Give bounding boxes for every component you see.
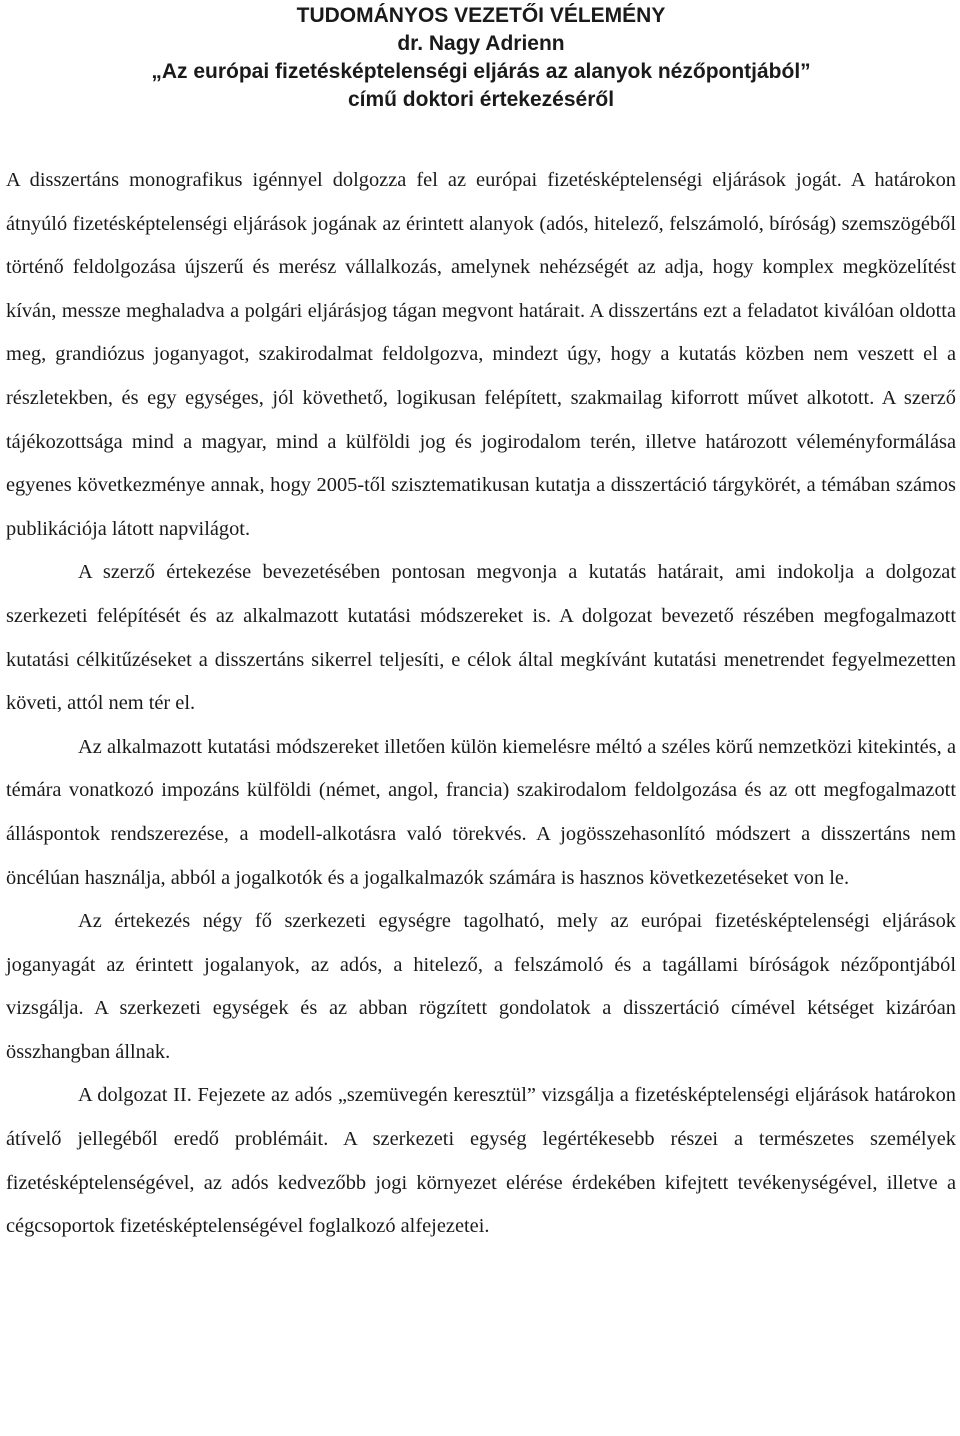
document-page — [6, 0, 956, 1249]
dissertation-subtitle: című doktori értekezéséről — [347, 88, 615, 111]
paragraph-5: A dolgozat II. Fejezete az adós „szemüvegén keresztül” vizsgálja a fizetésképtelenségi eljárások határokon átívelő jellegéből eredő problémáit. A szerkezeti egység legértékesebb részei a természetes személyek fizetésképtelenségével, az adós kedvezőbb jogi környezet elérése érdekében kifejtett tevékenységével, illetve a cégcsoportok fizetésképtelenségével foglalkozó alfejezetei. — [6, 1084, 956, 1238]
paragraph-1: A disszertáns monografikus igénnyel dolgozza fel az európai fizetésképtelenségi eljárások jogát. A határokon átnyúló fizetésképtelenségi eljárások jogának az érintett alanyok (adós, hitelező, felszámoló, bíróság) szemszögéből történő feldolgozása újszerű és merész vállalkozás, amelynek nehézségét az adja, hogy komplex megközelítést kíván, messze meghaladva a polgári eljárásjog tágan megvont határait. A disszertáns ezt a feladatot kiválóan oldotta meg, grandiózus joganyagot, szakirodalmat feldolgozva, mindezt úgy, hogy a kutatás közben nem veszett el a részletekben, és egy egységes, jól követhető, logikusan felépített, szakmailag kiforrott művet alkotott. A szerző tájékozottsága mind a magyar, mind a külföldi jog és jogirodalom terén, illetve határozott véleményformálása egyenes következménye annak, hogy 2005-től szisztematikusan kutatja a disszertáció tárgykörét, a témában számos publikációja látott napvilágot. — [6, 169, 956, 540]
paragraph-4: Az értekezés négy fő szerkezeti egységre tagolható, mely az európai fizetésképtelenségi eljárások joganyagát az érintett jogalanyok, az adós, a hitelező, a felszámoló és a tagállami bíróságok nézőpontjából vizsgálja. A szerkezeti egységek és az abban rögzített gondolatok a disszertáció címével kétséget kizáróan összhangban állnak. — [6, 910, 956, 1063]
heading-spacer — [6, 114, 956, 159]
paragraph-2: A szerző értekezése bevezetésében pontosan megvonja a kutatás határait, ami indokolja a dolgozat szerkezeti felépítését és az alkalmazott kutatási módszereket is. A dolgozat bevezető részében megfogalmazott kutatási célkitűzéseket a disszertáns sikerrel teljesíti, e célok által megkívánt kutatási menetrendet fegyelmezetten követi, attól nem tér el. — [6, 561, 956, 715]
author-name: dr. Nagy Adrienn — [397, 32, 565, 55]
dissertation-title: „Az európai fizetésképtelenségi eljárás az alanyok nézőpontjából” — [151, 60, 811, 83]
document-title: TUDOMÁNYOS VEZETŐI VÉLEMÉNY — [296, 4, 666, 27]
paragraph-3: Az alkalmazott kutatási módszereket illetően külön kiemelésre méltó a széles körű nemzetközi kitekintés, a témára vonatkozó impozáns külföldi (német, angol, francia) szakirodalom feldolgozása és az ott megfogalmazott álláspontok rendszerezése, a modell-alkotásra való törekvés. A jogösszehasonlító módszert a disszertáns nem öncélúan használja, abból a jogalkotók és a jogalkalmazók számára is hasznos következetéseket von le. — [6, 735, 956, 889]
